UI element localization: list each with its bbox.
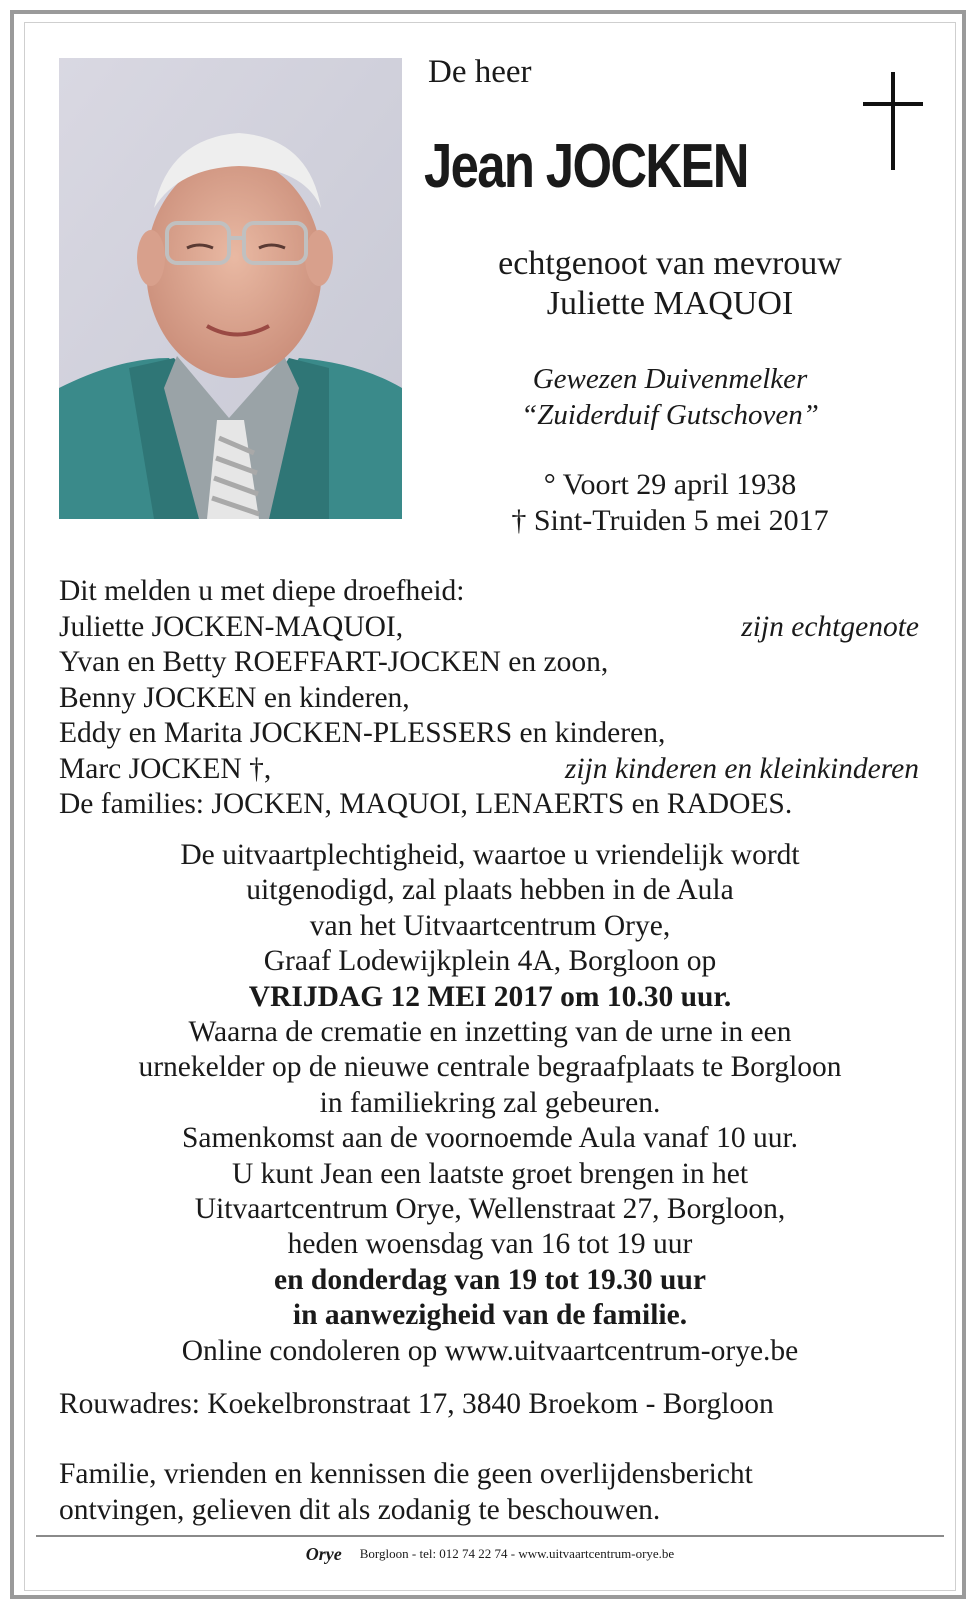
family-presence-bold: in aanwezigheid van de familie.: [292, 1299, 688, 1332]
family-member: Yvan en Betty ROEFFART-JOCKEN en zoon,: [59, 646, 609, 678]
notice-line-2: ontvingen, gelieven dit als zodanig te beschouwen.: [59, 1493, 661, 1526]
family-row: [59, 716, 919, 752]
notice-block: [59, 1457, 939, 1528]
announcement-line: Waarna de crematie en inzetting van de urne in een: [188, 1016, 792, 1049]
occupation-line-1: Gewezen Duivenmelker: [532, 363, 808, 395]
orye-logo: Orye: [305, 1544, 342, 1565]
family-list: [59, 574, 919, 823]
announcement-line: De uitvaartplechtigheid, waartoe u vriendelijk wordt: [180, 839, 800, 871]
family-member: Juliette JOCKEN-MAQUOI,: [59, 610, 404, 643]
funeral-date: VRIJDAG 12 MEI 2017 om 10.30 uur.: [248, 980, 732, 1013]
announcement-line: U kunt Jean een laatste groet brengen in het: [231, 1157, 749, 1190]
deceased-name: Jean JOCKEN: [424, 132, 748, 201]
spouse-line-1: echtgenoot van mevrouw: [498, 245, 842, 282]
announcement-line: urnekelder op de nieuwe centrale begraafplaats te Borgloon: [138, 1051, 842, 1084]
announcement-line: in familiekring zal gebeuren.: [319, 1086, 661, 1119]
family-role: zijn kinderen en kleinkinderen: [564, 752, 919, 785]
family-row: [59, 645, 919, 681]
family-row: [59, 787, 919, 823]
announcement-line: uitgenodigd, zal plaats hebben in de Aula: [246, 874, 734, 907]
spouse-name: Juliette MAQUOI: [546, 285, 794, 322]
announcement-line: Samenkomst aan de voornoemde Aula vanaf 10 uur.: [181, 1122, 799, 1155]
family-member: Eddy en Marita JOCKEN-PLESSERS en kinderen,: [59, 717, 666, 749]
birth-date: ° Voort 29 april 1938: [543, 468, 797, 501]
title-prefix: De heer: [428, 54, 532, 90]
mourning-address: Rouwadres: Koekelbronstraat 17, 3840 Broekom - Borgloon: [59, 1388, 774, 1420]
family-row: [59, 752, 919, 788]
family-member: De families: JOCKEN, MAQUOI, LENAERTS en RADOES.: [59, 788, 793, 820]
announcement-line: van het Uitvaartcentrum Orye,: [309, 909, 671, 942]
family-role: zijn echtgenote: [741, 610, 919, 643]
family-member: Benny JOCKEN en kinderen,: [59, 681, 410, 714]
announcement-line: Graaf Lodewijkplein 4A, Borgloon op: [263, 945, 717, 978]
spouse-block: [420, 244, 920, 324]
family-row: [59, 610, 919, 646]
funeral-announcement: [40, 838, 940, 1369]
occupation-line-2: “Zuiderduif Gutschoven”: [521, 399, 819, 431]
portrait-photo: [59, 58, 402, 519]
family-intro: Dit melden u met diepe droefheid:: [59, 575, 465, 607]
occupation-block: [420, 361, 920, 433]
announcement-line: Uitvaartcentrum Orye, Wellenstraat 27, Borgloon,: [194, 1193, 786, 1226]
visiting-hours-bold: en donderdag van 19 tot 19.30 uur: [274, 1263, 706, 1296]
cross-icon: [863, 72, 923, 172]
family-member: Marc JOCKEN †,: [59, 752, 272, 785]
death-date: † Sint-Truiden 5 mei 2017: [511, 504, 829, 537]
footer-divider: [36, 1535, 944, 1537]
footer: [0, 1543, 980, 1564]
family-row: [59, 681, 919, 717]
online-condolence: Online condoleren op www.uitvaartcentrum-orye.be: [181, 1334, 799, 1367]
announcement-line: heden woensdag van 16 tot 19 uur: [287, 1228, 693, 1261]
footer-info: Borgloon - tel: 012 74 22 74 - www.uitvaartcentrum-orye.be: [359, 1546, 675, 1562]
notice-line-1: Familie, vrienden en kennissen die geen overlijdensbericht: [59, 1458, 753, 1490]
dates-block: [420, 467, 920, 539]
